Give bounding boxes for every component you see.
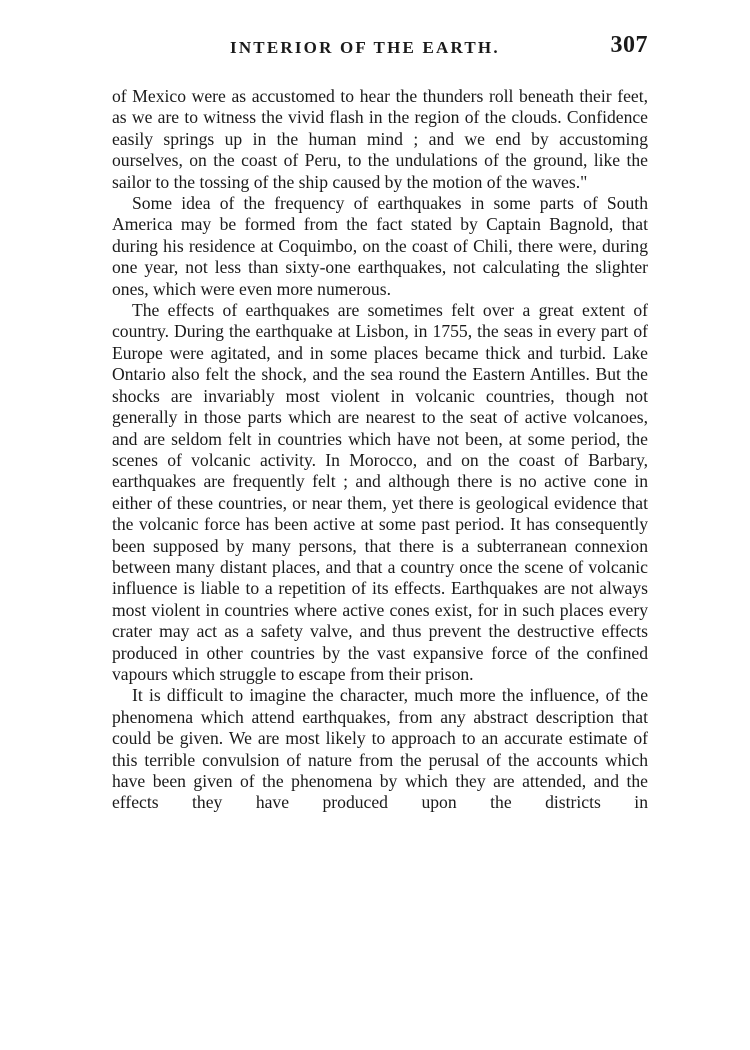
paragraph-phenomena: It is difficult to imagine the character, much more the influence, of the phenomena which attend earthquakes, from any abstract description that could be given. We are most likely to approach to an accurate estimate of this terrible convulsion of nature from the perusal of the accounts which have been given of the phenomena by which they are attended, and the effects they have produced upon the districts in	[112, 685, 648, 813]
running-title: INTERIOR OF THE EARTH.	[230, 38, 500, 57]
paragraph-continuation: of Mexico were as accustomed to hear the thunders roll beneath their feet, as we are to witness the vivid flash in the region of the clouds. Confidence easily springs up in the human mind ; and we end by accustoming ourselves, on the coast of Peru, to the undulations of the ground, like the sailor to the tossing of the ship caused by the motion of the waves."	[112, 86, 648, 192]
paragraph-frequency: Some idea of the frequency of earthquakes in some parts of South America may be formed from the fact stated by Captain Bagnold, that during his residence at Coquimbo, on the coast of Chili, there were, during one year, not less than sixty-one earthquakes, not calculating the slighter ones, which were even more numerous.	[112, 193, 648, 299]
page-number: 307	[610, 32, 648, 58]
running-head	[112, 32, 652, 66]
paragraph-effects: The effects of earthquakes are sometimes felt over a great extent of country. During the earthquake at Lisbon, in 1755, the seas in every part of Europe were agitated, and in some places became thick and turbid. Lake Ontario also felt the shock, and the sea round the Eastern Antilles. But the shocks are invariably most violent in volcanic countries, though not generally in those parts which are nearest to the seat of active volcanoes, and are seldom felt in countries which have not been, at some period, the scenes of volcanic activity. In Morocco, and on the coast of Barbary, earthquakes are frequently felt ; and although there is no active cone in either of these countries, or near them, yet there is geological evidence that the volcanic force has been active at some past period. It has consequently been supposed by many persons, that there is a subterranean connexion between many distant places, and that a country once the scene of volcanic influence is liable to a repetition of its effects. Earthquakes are not always most violent in countries where active cones exist, for in such places every crater may act as a safety valve, and thus prevent the destructive effects produced in other countries by the vast expansive force of the confined vapours which struggle to escape from their prison.	[112, 300, 648, 684]
body-text	[112, 86, 648, 814]
